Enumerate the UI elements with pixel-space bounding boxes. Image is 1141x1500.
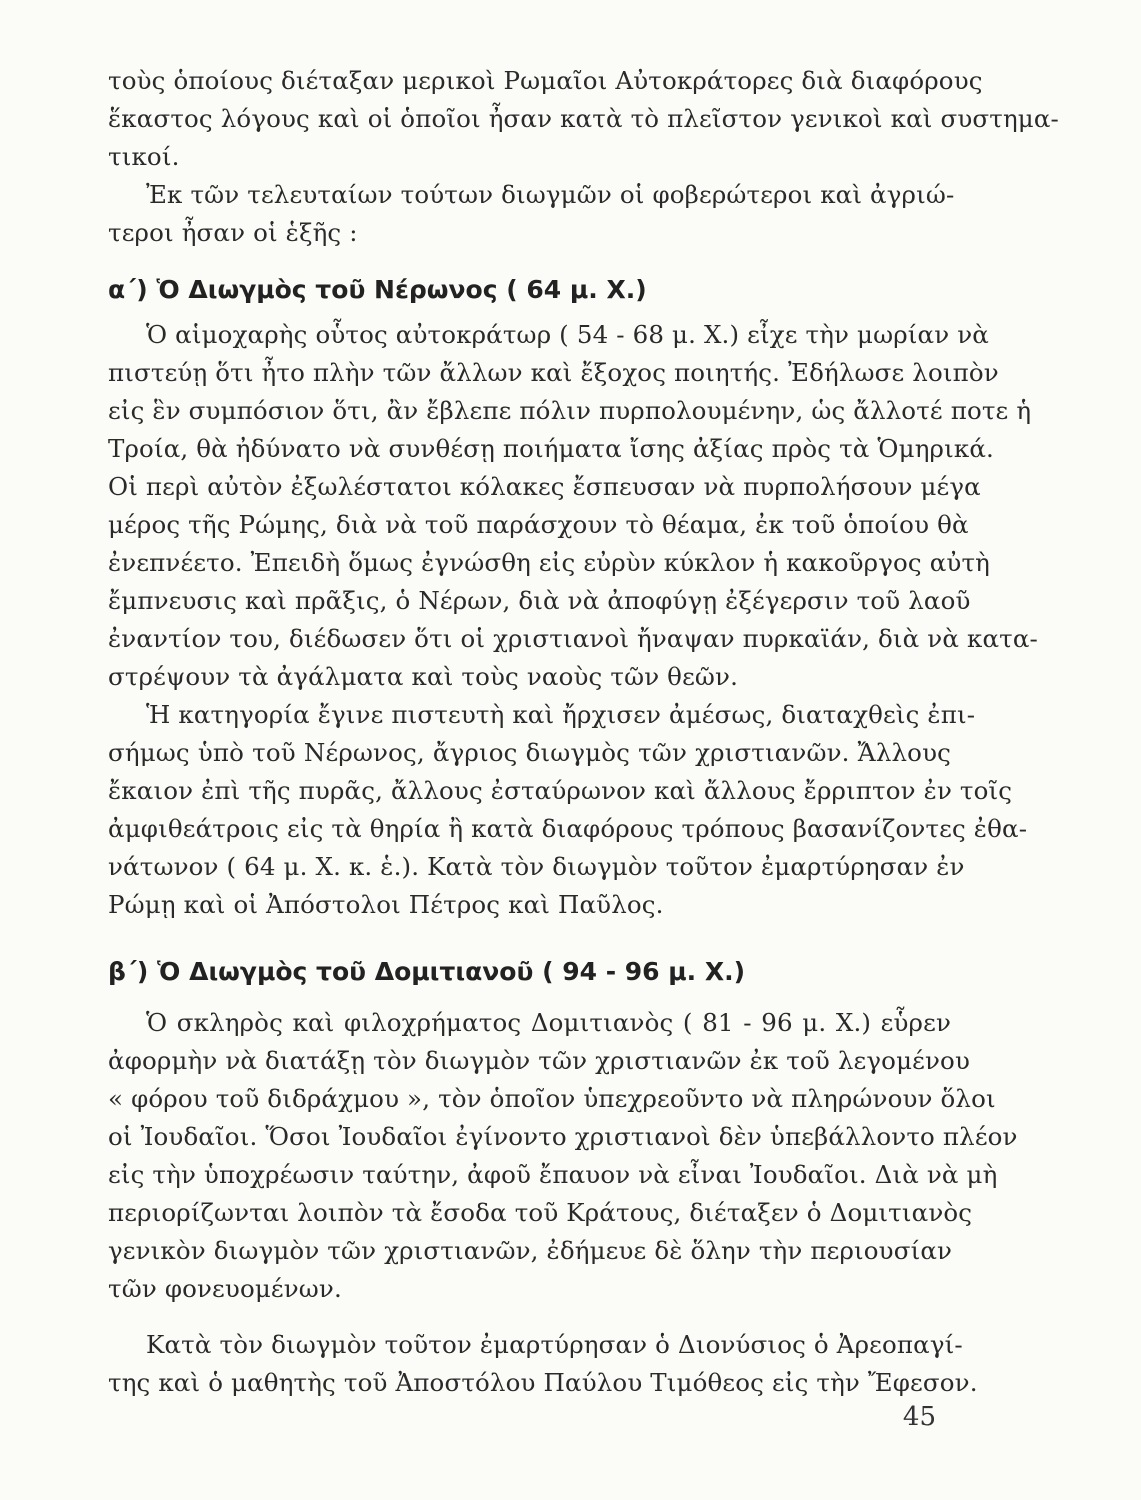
text-line: μέρος τῆς Ρώμης, διὰ νὰ τοῦ παράσχουν τὸ θέαμα, ἐκ τοῦ ὁποίου θὰ bbox=[108, 510, 969, 539]
paragraph-5 bbox=[108, 1004, 1018, 1308]
text-line: τῶν φονευομένων. bbox=[108, 1274, 342, 1303]
text-line: πιστεύῃ ὅτι ἦτο πλὴν τῶν ἄλλων καὶ ἔξοχος ποιητής. Ἐδήλωσε λοιπὸν bbox=[108, 358, 999, 387]
text-line: Ἡ κατηγορία ἔγινε πιστευτὴ καὶ ἤρχισεν ἀμέσως, διαταχθεὶς ἐπι- bbox=[146, 700, 976, 729]
text-line: ἐνεπνέετο. Ἐπειδὴ ὅμως ἐγνώσθη εἰς εὐρὺν κύκλον ἡ κακοῦργος αὐτὴ bbox=[108, 548, 990, 577]
text-line: περιορίζωνται λοιπὸν τὰ ἔσοδα τοῦ Κράτους, διέταξεν ὁ Δομιτιανὸς bbox=[108, 1198, 973, 1227]
text-line: Ἐκ τῶν τελευταίων τούτων διωγμῶν οἱ φοβερώτεροι καὶ ἀγριώ- bbox=[146, 180, 955, 209]
text-line: νάτωνον ( 64 μ. Χ. κ. ἑ.). Κατὰ τὸν διωγμὸν τοῦτον ἐμαρτύρησαν ἐν bbox=[108, 852, 965, 881]
text-line: στρέψουν τὰ ἀγάλματα καὶ τοὺς ναοὺς τῶν θεῶν. bbox=[108, 662, 739, 691]
text-line: τοὺς ὁποίους διέταξαν μερικοὶ Ρωμαῖοι Αὐτοκράτορες διὰ διαφόρους bbox=[108, 66, 983, 95]
text-line: τικοί. bbox=[108, 142, 180, 171]
paragraph-4 bbox=[108, 696, 1028, 924]
page-number: 45 bbox=[902, 1402, 936, 1432]
text-line: εἰς τὴν ὑποχρέωσιν ταύτην, ἀφοῦ ἔπαυον νὰ εἶναι Ἰουδαῖοι. Διὰ νὰ μὴ bbox=[108, 1160, 998, 1189]
section-heading-domitian: β΄) Ὁ Διωγμὸς τοῦ Δομιτιανοῦ ( 94 - 96 μ. Χ.) bbox=[108, 957, 746, 986]
text-line: Ρώμῃ καὶ οἱ Ἀπόστολοι Πέτρος καὶ Παῦλος. bbox=[108, 890, 664, 919]
text-line: ἀμφιθεάτροις εἰς τὰ θηρία ἢ κατὰ διαφόρους τρόπους βασανίζοντες ἐθα- bbox=[108, 814, 1028, 843]
text-line: ἀφορμὴν νὰ διατάξῃ τὸν διωγμὸν τῶν χριστιανῶν ἐκ τοῦ λεγομένου bbox=[108, 1046, 970, 1075]
text-line: της καὶ ὁ μαθητὴς τοῦ Ἀποστόλου Παύλου Τιμόθεος εἰς τὴν Ἔφεσον. bbox=[108, 1368, 978, 1397]
text-line: « φόρου τοῦ διδράχμου », τὸν ὁποῖον ὑπεχρεοῦντο νὰ πληρώνουν ὅλοι bbox=[108, 1084, 996, 1113]
paragraph-2 bbox=[108, 176, 955, 252]
text-line: Ὁ αἱμοχαρὴς οὗτος αὐτοκράτωρ ( 54 - 68 μ. Χ.) εἶχε τὴν μωρίαν νὰ bbox=[146, 320, 989, 349]
text-line: ἔκαιον ἐπὶ τῆς πυρᾶς, ἄλλους ἐσταύρωνον καὶ ἄλλους ἔρριπτον ἐν τοῖς bbox=[108, 776, 1013, 805]
text-line: Κατὰ τὸν διωγμὸν τοῦτον ἐμαρτύρησαν ὁ Διονύσιος ὁ Ἀρεοπαγί- bbox=[146, 1330, 963, 1359]
text-line: Τροία, θὰ ἠδύνατο νὰ συνθέσῃ ποιήματα ἴσης ἀξίας πρὸς τὰ Ὁμηρικά. bbox=[108, 434, 994, 463]
text-line: σήμως ὑπὸ τοῦ Νέρωνος, ἄγριος διωγμὸς τῶν χριστιανῶν. Ἄλλους bbox=[108, 738, 951, 767]
text-line: τεροι ἦσαν οἱ ἑξῆς : bbox=[108, 218, 358, 247]
paragraph-6 bbox=[108, 1326, 978, 1402]
text-line: Ὁ σκληρὸς καὶ φιλοχρήματος Δομιτιανὸς ( 81 - 96 μ. Χ.) εὗρεν bbox=[146, 1008, 951, 1037]
section-heading-nero: α΄) Ὁ Διωγμὸς τοῦ Νέρωνος ( 64 μ. Χ.) bbox=[108, 275, 647, 304]
text-line: εἰς ἓν συμπόσιον ὅτι, ἂν ἔβλεπε πόλιν πυρπολουμένην, ὡς ἄλλοτέ ποτε ἡ bbox=[108, 396, 1032, 425]
text-line: ἔμπνευσις καὶ πρᾶξις, ὁ Νέρων, διὰ νὰ ἀποφύγῃ ἐξέγερσιν τοῦ λαοῦ bbox=[108, 586, 971, 615]
paragraph-3 bbox=[108, 316, 1038, 696]
paragraph-1 bbox=[108, 62, 1059, 176]
text-line: γενικὸν διωγμὸν τῶν χριστιανῶν, ἐδήμευε δὲ ὅλην τὴν περιουσίαν bbox=[108, 1236, 953, 1265]
text-line: ἕκαστος λόγους καὶ οἱ ὁποῖοι ἦσαν κατὰ τὸ πλεῖστον γενικοὶ καὶ συστημα- bbox=[108, 104, 1059, 133]
text-line: οἱ Ἰουδαῖοι. Ὅσοι Ἰουδαῖοι ἐγίνοντο χριστιανοὶ δὲν ὑπεβάλλοντο πλέον bbox=[108, 1122, 1018, 1151]
text-line: ἐναντίον του, διέδωσεν ὅτι οἱ χριστιανοὶ ἤναψαν πυρκαϊάν, διὰ νὰ κατα- bbox=[108, 624, 1038, 653]
paragraph-spacer bbox=[108, 1308, 951, 1326]
text-line: Οἱ περὶ αὐτὸν ἐξωλέστατοι κόλακες ἔσπευσαν νὰ πυρπολήσουν μέγα bbox=[108, 472, 981, 501]
